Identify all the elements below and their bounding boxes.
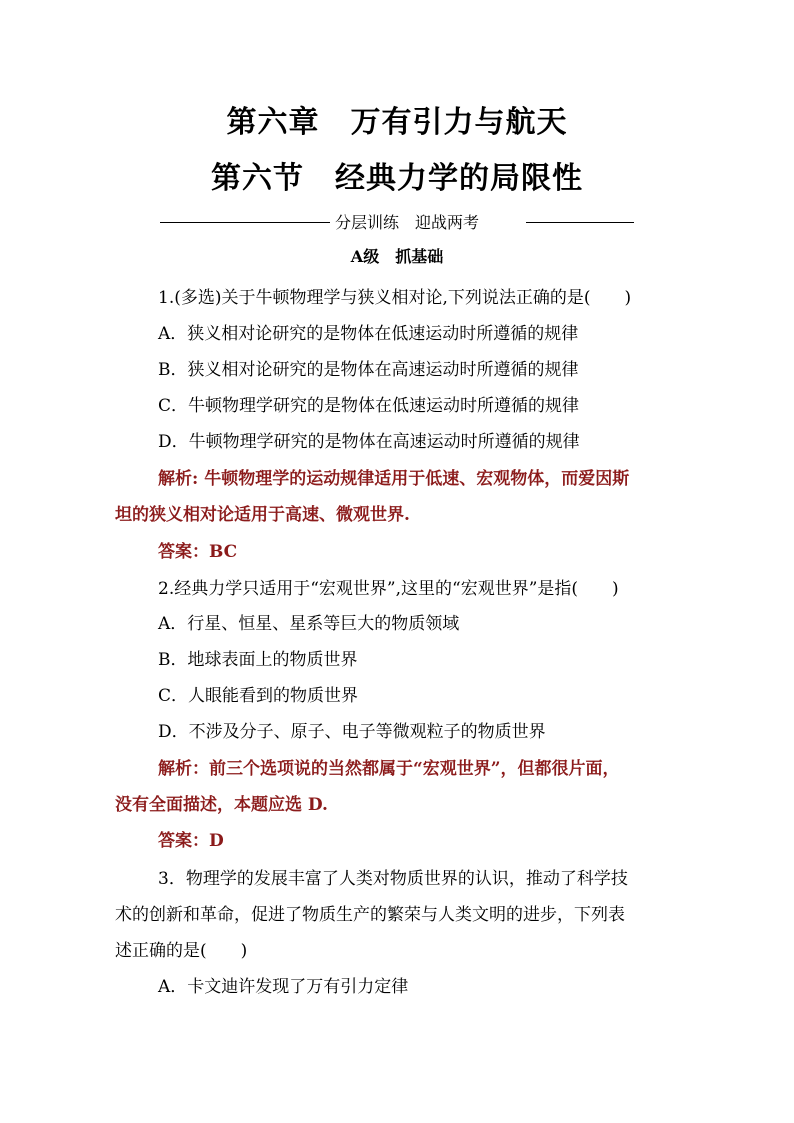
q3-stem-line-3: 述正确的是( ) — [115, 941, 248, 961]
q1-analysis-text-1: : 牛顿物理学的运动规律适用于低速、宏观物体，而爱因斯 — [192, 469, 630, 489]
q1-answer-value: BC — [209, 542, 238, 562]
q3-option-a: A．卡文迪许发现了万有引力定律 — [158, 977, 409, 997]
chapter-title: 第六章 万有引力与航天 — [226, 105, 568, 140]
q1-option-d: D．牛顿物理学研究的是物体在高速运动时所遵循的规律 — [158, 432, 580, 452]
q1-option-c: C．牛顿物理学研究的是物体在低速运动时所遵循的规律 — [158, 396, 580, 416]
q2-analysis-text-2: 没有全面描述，本题应选 D. — [115, 795, 328, 815]
q1-answer-label: 答案： — [158, 542, 209, 562]
q2-option-c: C．人眼能看到的物质世界 — [158, 686, 359, 706]
q1-stem: 1.(多选)关于牛顿物理学与狭义相对论,下列说法正确的是( ) — [158, 288, 632, 308]
q1-analysis-text-2: 坦的狭义相对论适用于高速、微观世界. — [115, 505, 410, 525]
q1-analysis — [158, 464, 629, 489]
q1-option-b: B．狭义相对论研究的是物体在高速运动时所遵循的规律 — [158, 360, 579, 380]
q2-analysis-label: 解析 — [158, 759, 192, 779]
divider-text: 分层训练 迎战两考 — [335, 213, 480, 232]
q2-answer-value: D — [209, 831, 224, 851]
q2-stem: 2.经典力学只适用于“宏观世界”,这里的“宏观世界”是指( ) — [158, 579, 619, 599]
q2-answer — [158, 826, 224, 851]
q3-stem-line-2: 术的创新和革命，促进了物质生产的繁荣与人类文明的进步，下列表 — [115, 905, 625, 925]
q3-stem-line-1: 3．物理学的发展丰富了人类对物质世界的认识，推动了科学技 — [158, 869, 628, 889]
q2-analysis-text-1: ：前三个选项说的当然都属于“宏观世界”，但都很片面， — [192, 759, 620, 779]
q2-option-a: A．行星、恒星、星系等巨大的物质领域 — [158, 614, 460, 634]
q1-option-a: A．狭义相对论研究的是物体在低速运动时所遵循的规律 — [158, 324, 579, 344]
section-divider — [160, 210, 634, 234]
level-heading: A级 抓基础 — [350, 247, 444, 266]
q2-analysis — [158, 754, 620, 779]
q1-analysis-label: 解析 — [158, 469, 192, 489]
q1-answer — [158, 537, 237, 562]
section-title: 第六节 经典力学的局限性 — [211, 161, 583, 196]
divider-line-right — [526, 222, 634, 223]
q2-option-d: D．不涉及分子、原子、电子等微观粒子的物质世界 — [158, 722, 546, 742]
q2-option-b: B．地球表面上的物质世界 — [158, 650, 358, 670]
divider-line-left — [160, 222, 330, 223]
q2-answer-label: 答案： — [158, 831, 209, 851]
